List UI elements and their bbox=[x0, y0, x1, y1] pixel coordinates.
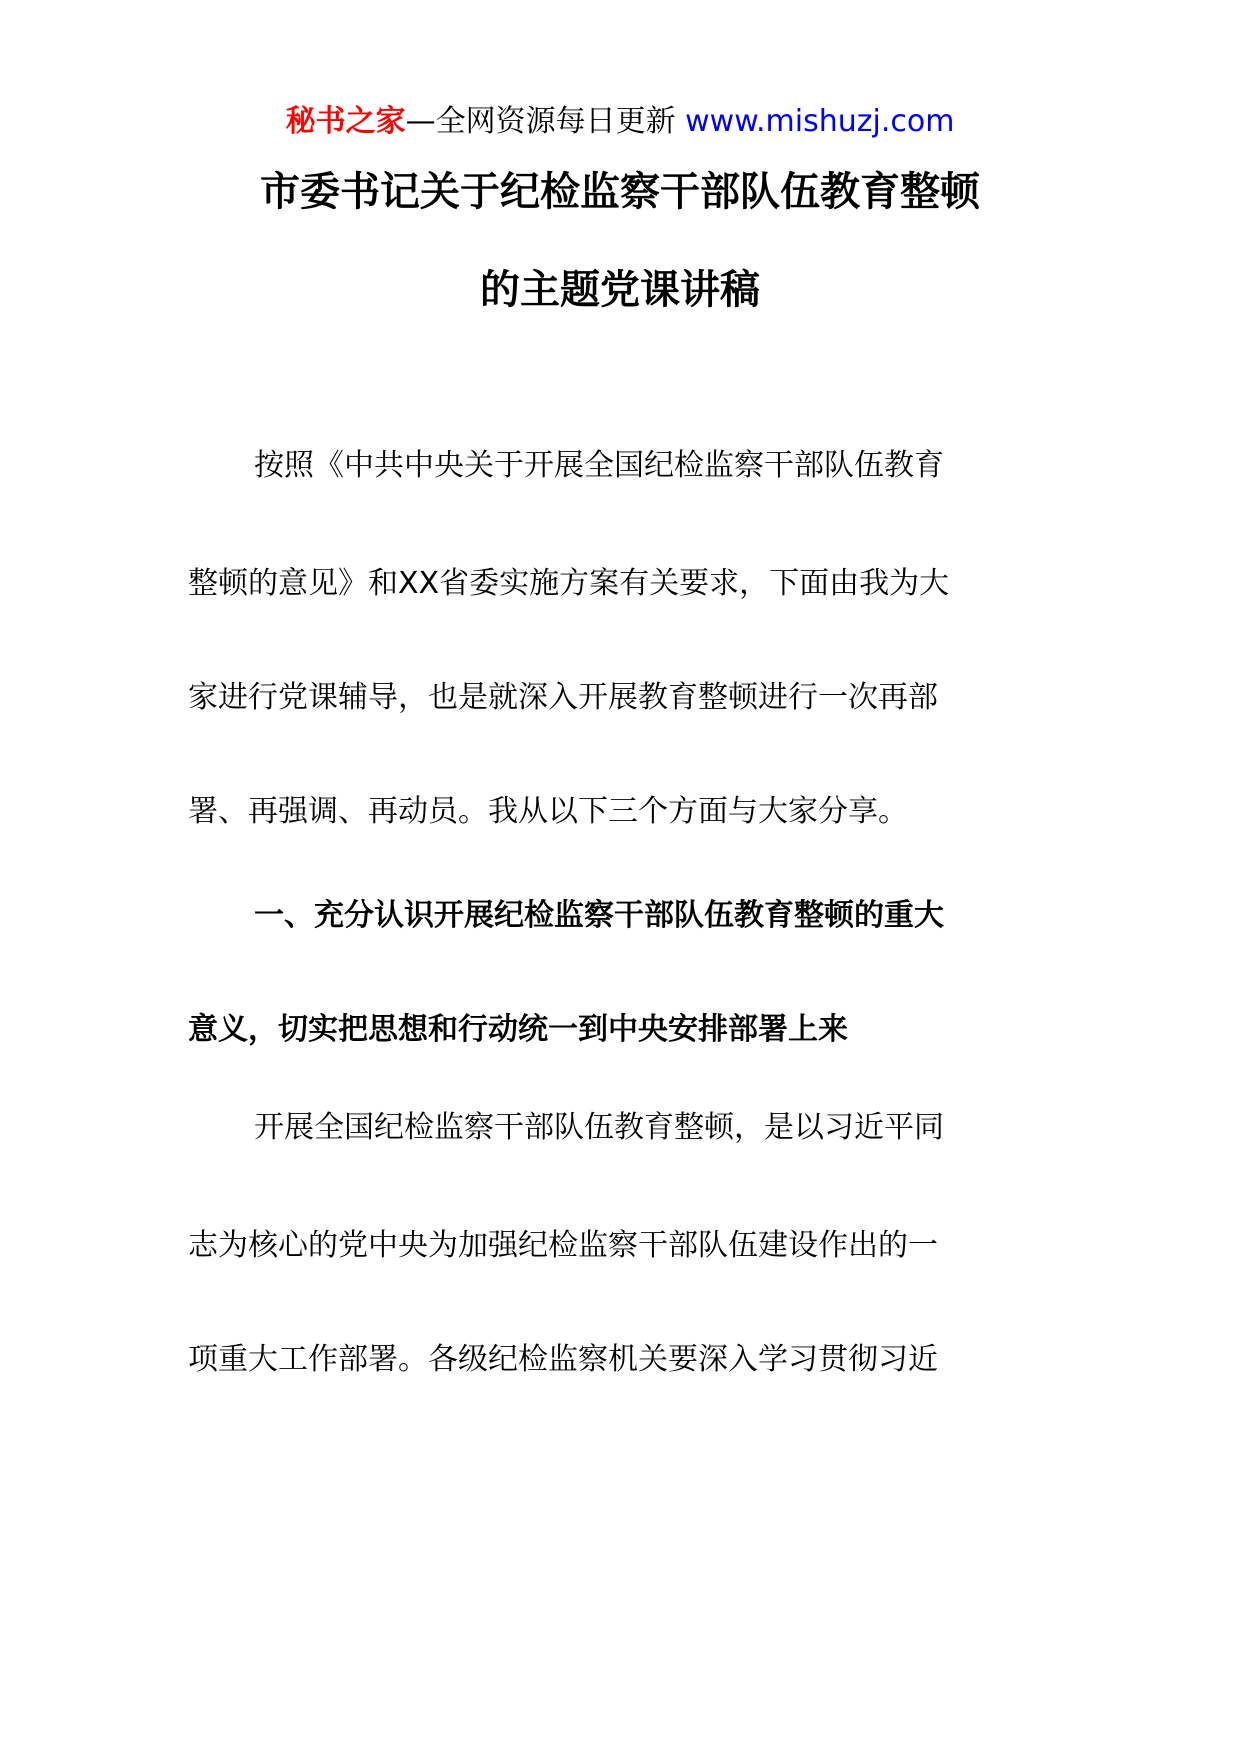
paragraph-1-line-1: 按照《中共中央关于开展全国纪检监察干部队伍教育 bbox=[254, 448, 944, 483]
section-1-heading-line-2: 意义，切实把思想和行动统一到中央安排部署上来 bbox=[188, 1012, 848, 1047]
paragraph-2-line-3: 项重大工作部署。各级纪检监察机关要深入学习贯彻习近 bbox=[188, 1342, 938, 1377]
document-title-line-1: 市委书记关于纪检监察干部队伍教育整顿 bbox=[260, 169, 980, 215]
paragraph-2-line-1: 开展全国纪检监察干部队伍教育整顿，是以习近平同 bbox=[254, 1110, 944, 1145]
section-1-heading-line-1: 一、充分认识开展纪检监察干部队伍教育整顿的重大 bbox=[254, 898, 944, 933]
paragraph-2-line-2: 志为核心的党中央为加强纪检监察干部队伍建设作出的一 bbox=[188, 1228, 938, 1263]
paragraph-1-line-2: 整顿的意见》和XX省委实施方案有关要求，下面由我为大 bbox=[188, 566, 950, 601]
paragraph-1-line-4: 署、再强调、再动员。我从以下三个方面与大家分享。 bbox=[188, 794, 908, 829]
document-title-line-2: 的主题党课讲稿 bbox=[480, 267, 760, 313]
brand-name: 秘书之家 bbox=[285, 104, 406, 139]
header-tagline: —全网资源每日更新 bbox=[405, 104, 686, 139]
paragraph-1-line-3: 家进行党课辅导，也是就深入开展教育整顿进行一次再部 bbox=[188, 680, 938, 715]
website-link[interactable]: www.mishuzj.com bbox=[685, 104, 955, 139]
header-banner bbox=[0, 100, 1240, 144]
